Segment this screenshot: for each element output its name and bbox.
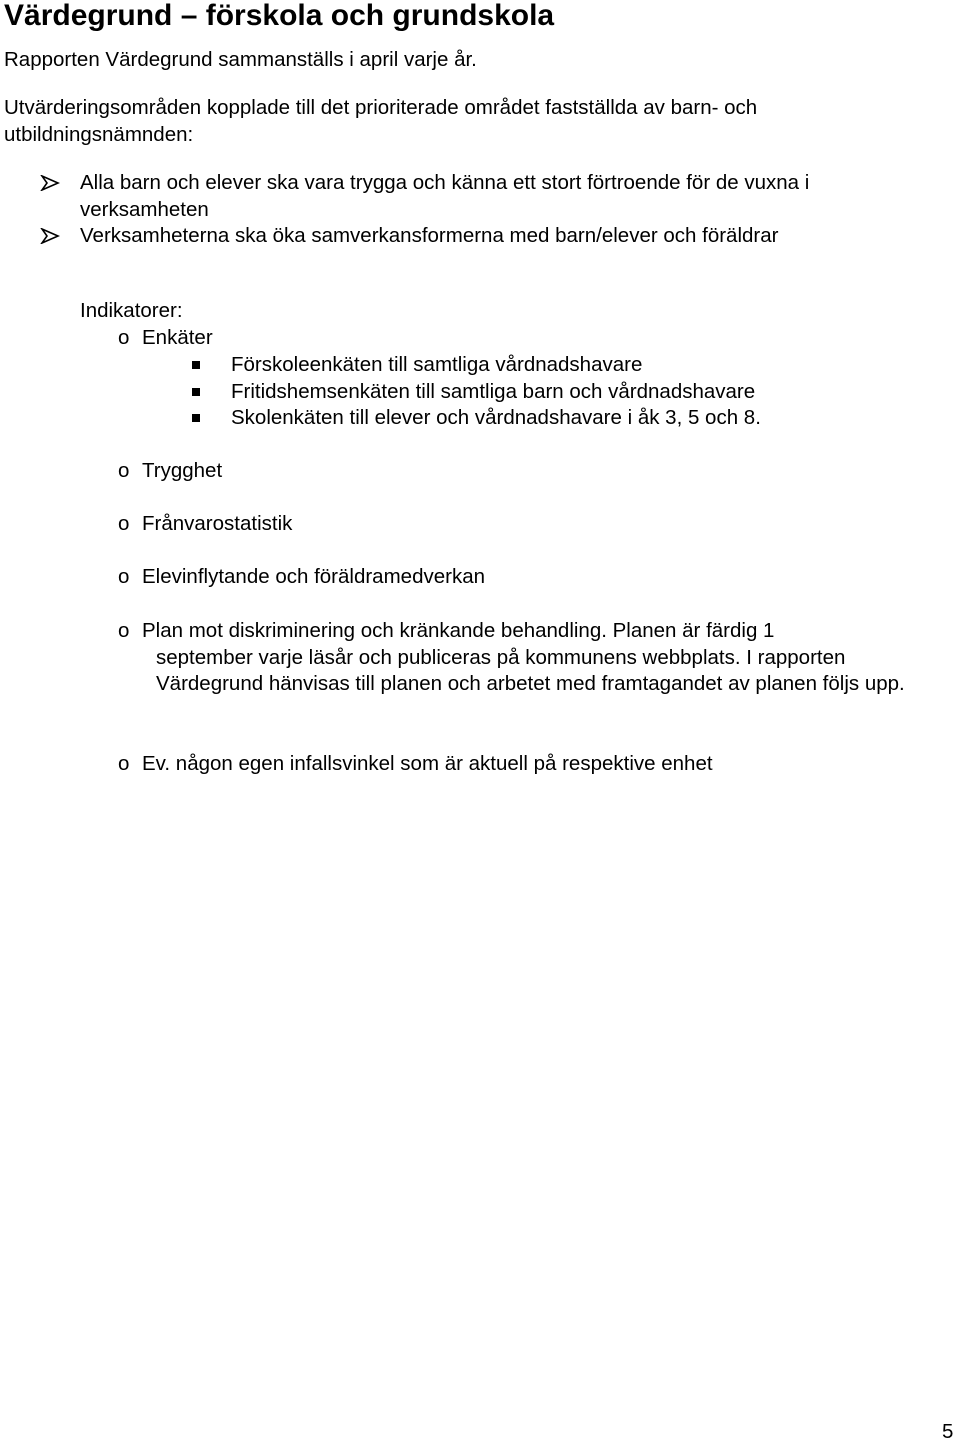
square-bullet-icon xyxy=(192,388,200,396)
circle-bullet-icon: o xyxy=(118,326,130,349)
indicator-label: Frånvarostatistik xyxy=(142,512,293,535)
arrowhead-bullet-icon xyxy=(40,175,60,191)
document-title: Värdegrund – förskola och grundskola xyxy=(4,0,555,32)
list-item xyxy=(186,379,761,406)
indicator-label: Ev. någon egen infallsvinkel som är aktuell på respektive enhet xyxy=(142,752,713,775)
list-item xyxy=(0,170,940,223)
survey-text: Förskoleenkäten till samtliga vårdnadshavare xyxy=(231,353,643,376)
circle-bullet-icon: o xyxy=(118,459,130,482)
page-number: 5 xyxy=(942,1420,954,1443)
indicator-continuation: september varje läsår och publiceras på kommunens webbplats. I rapporten Värdegrund hänvisas till planen och arbetet med framtagandet av planen följs upp. xyxy=(156,645,905,695)
survey-text: Skolenkäten till elever och vårdnadshavare i åk 3, 5 och 8. xyxy=(231,406,761,429)
list-item xyxy=(186,352,761,379)
area-text: Verksamheterna ska öka samverkansformerna med barn/elever och föräldrar xyxy=(80,224,779,247)
indicator-label: Elevinflytande och föräldramedverkan xyxy=(142,565,485,588)
evaluation-areas-intro: Utvärderingsområden kopplade till det prioriterade området fastställda av barn- och utbildningsnämnden: xyxy=(4,96,758,146)
indicator-label: Plan mot diskriminering och kränkande behandling. Planen är färdig 1 xyxy=(142,619,775,642)
survey-text: Fritidshemsenkäten till samtliga barn och vårdnadshavare xyxy=(231,379,756,403)
indicator-label: Enkäter xyxy=(142,326,213,349)
circle-bullet-icon: o xyxy=(118,752,130,775)
circle-bullet-icon: o xyxy=(118,512,130,535)
indicator-text-block xyxy=(142,618,954,698)
evaluation-areas-list xyxy=(0,170,960,250)
indicator-label: Trygghet xyxy=(142,459,223,482)
square-bullet-icon xyxy=(192,414,200,422)
indicators-heading: Indikatorer: xyxy=(80,299,183,322)
survey-list xyxy=(186,352,761,432)
circle-bullet-icon: o xyxy=(118,619,130,642)
intro-paragraph: Rapporten Värdegrund sammanställs i april varje år. xyxy=(4,48,477,71)
area-text: Alla barn och elever ska vara trygga och känna ett stort förtroende för de vuxna i verksamheten xyxy=(80,171,810,221)
square-bullet-icon xyxy=(192,361,200,369)
arrowhead-bullet-icon xyxy=(40,228,60,244)
circle-bullet-icon: o xyxy=(118,565,130,588)
list-item xyxy=(0,223,940,250)
list-item xyxy=(186,405,761,432)
